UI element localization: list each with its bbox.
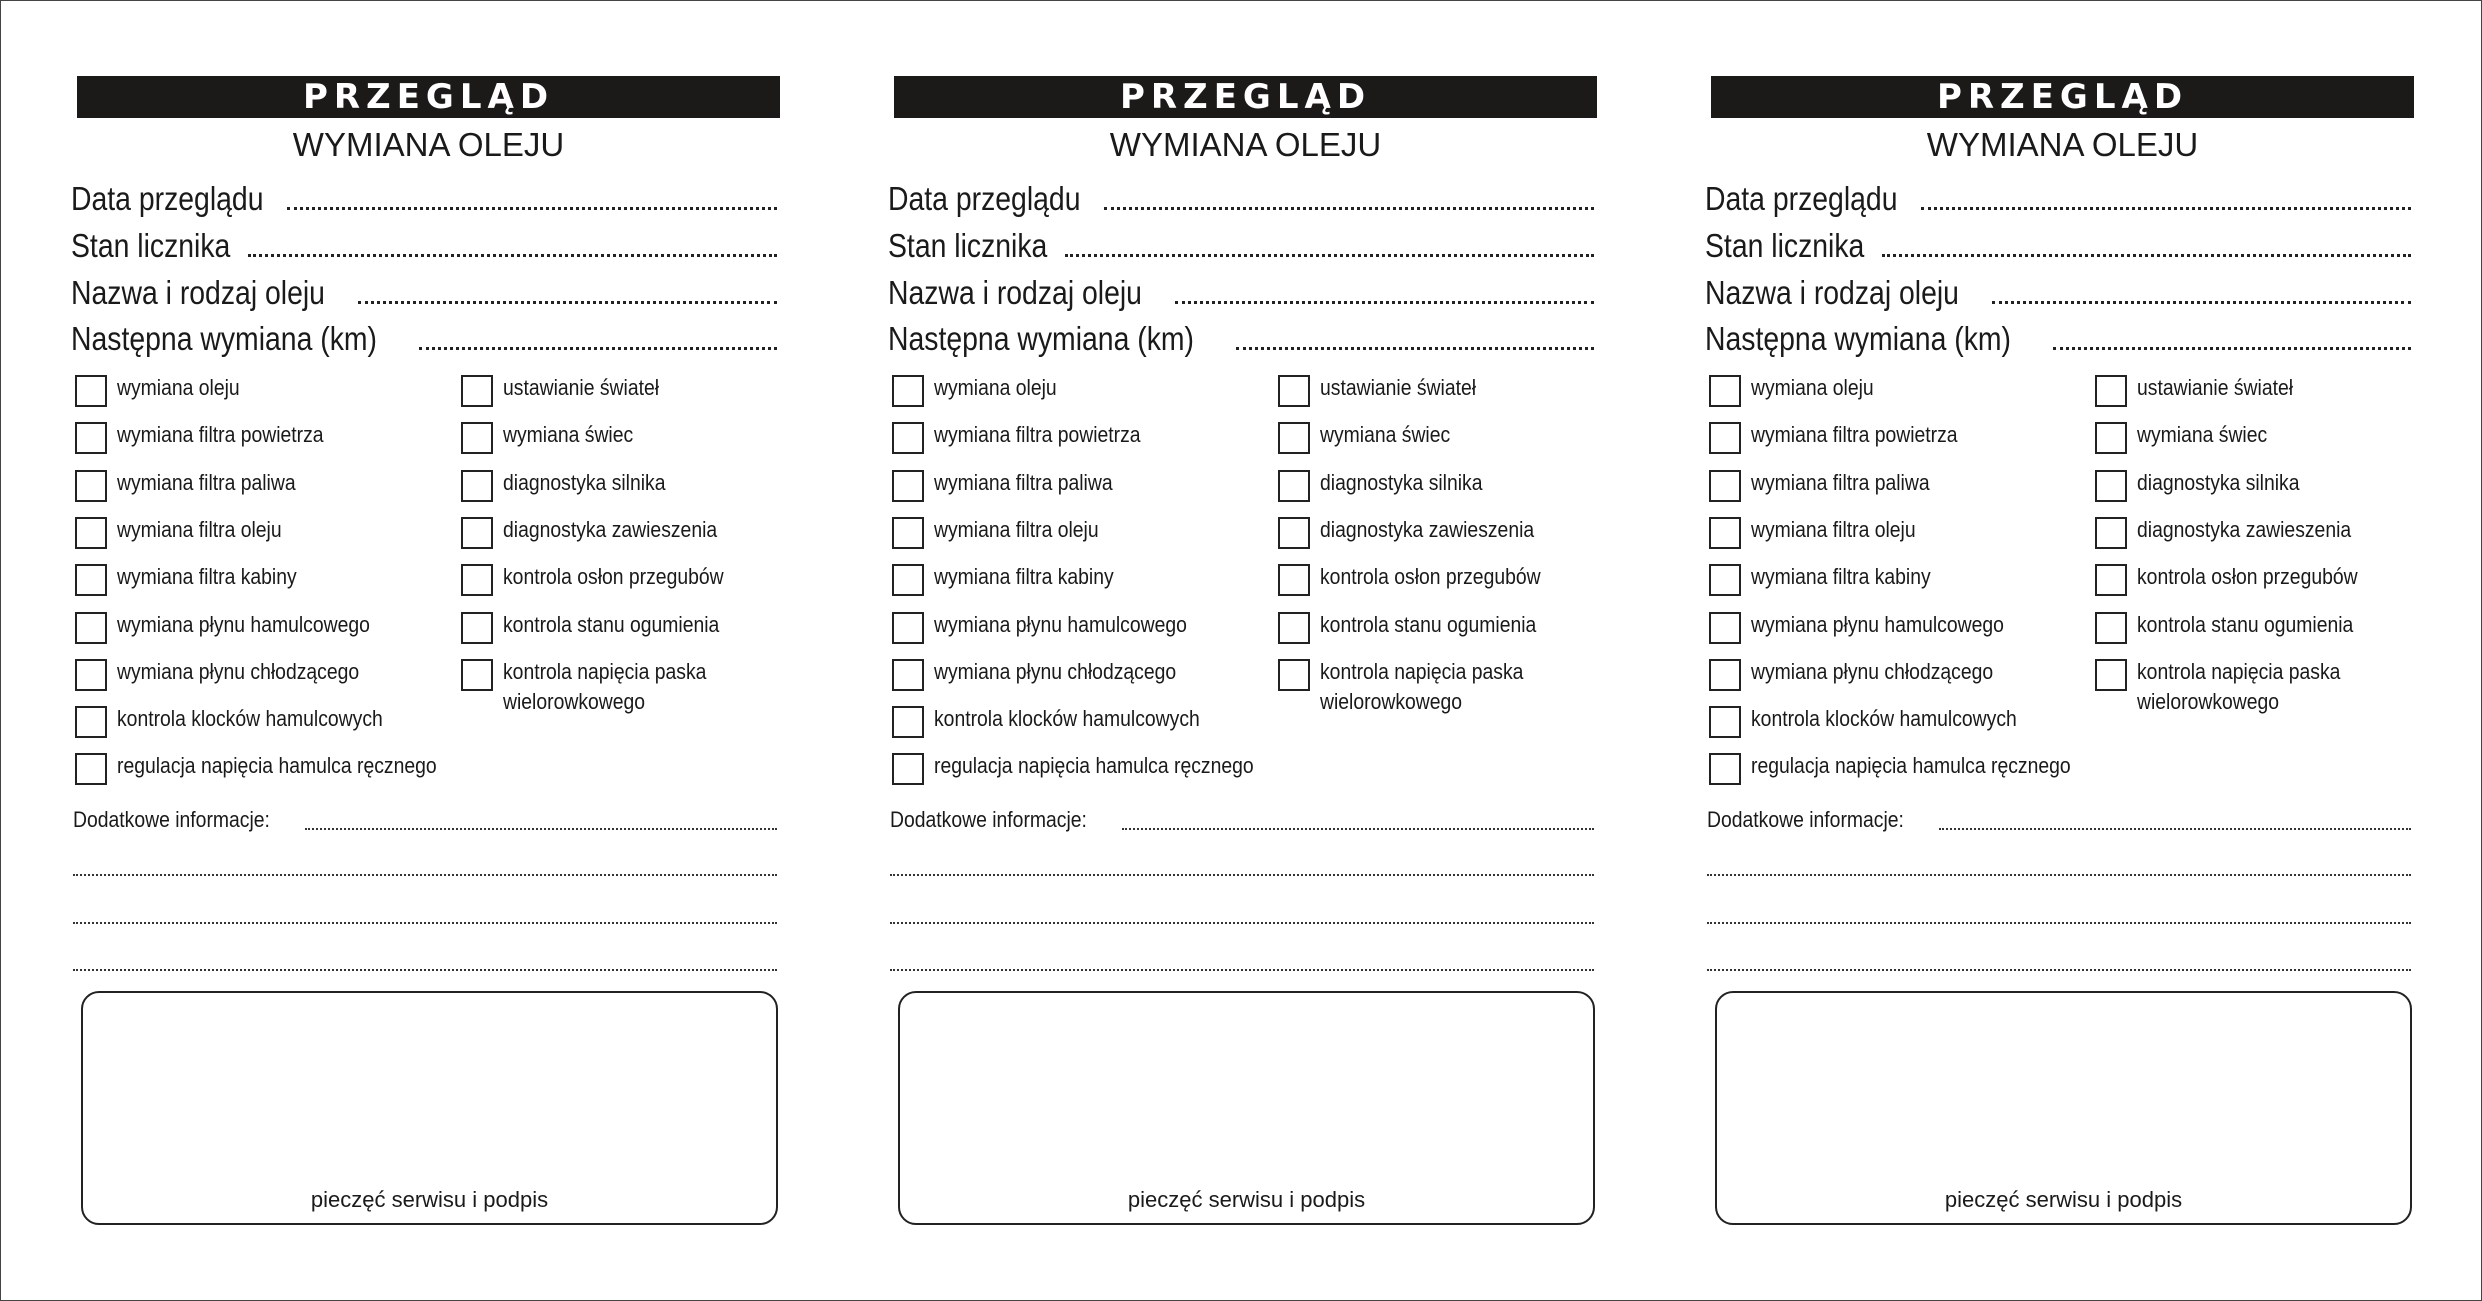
checklist-label: kontrola klocków hamulcowych xyxy=(934,706,1200,731)
checklist-item[interactable] xyxy=(75,515,304,549)
checklist-label: regulacja napięcia hamulca ręcznego xyxy=(117,753,437,778)
checklist-label: wymiana oleju xyxy=(934,375,1057,400)
checkbox[interactable] xyxy=(892,564,924,596)
card-header: PRZEGLĄD xyxy=(1711,76,2414,118)
fill-line[interactable] xyxy=(1707,874,2411,876)
fill-line xyxy=(1065,254,1594,257)
checklist-item[interactable] xyxy=(75,657,392,691)
checklist-item[interactable] xyxy=(2095,373,2314,407)
checklist-label: wymiana płynu chłodzącego xyxy=(117,659,360,684)
stamp-box[interactable] xyxy=(1715,991,2412,1225)
checklist-label: diagnostyka silnika xyxy=(2137,470,2300,495)
fill-line xyxy=(1921,207,2411,210)
checklist-label: kontrola osłon przegubów xyxy=(2137,564,2358,589)
card-header: PRZEGLĄD xyxy=(894,76,1597,118)
checklist-item[interactable] xyxy=(892,420,1169,454)
checklist-item[interactable] xyxy=(1709,468,1954,502)
fill-line[interactable] xyxy=(73,922,777,924)
checklist-label: wymiana filtra powietrza xyxy=(934,422,1141,447)
field-next-change[interactable] xyxy=(888,319,1594,359)
stamp-label: pieczęć serwisu i podpis xyxy=(310,1187,549,1212)
checklist-item[interactable] xyxy=(1709,420,1986,454)
checkbox[interactable] xyxy=(1709,517,1741,549)
checklist-item[interactable] xyxy=(892,468,1137,502)
checklist-item[interactable] xyxy=(892,751,1297,785)
checklist-item[interactable] xyxy=(75,610,404,644)
checklist-item[interactable] xyxy=(75,751,480,785)
checklist-item[interactable] xyxy=(1709,704,2053,738)
checklist-item[interactable] xyxy=(1709,610,2038,644)
checklist-item[interactable] xyxy=(1709,515,1938,549)
checkbox[interactable] xyxy=(892,659,924,691)
field-odometer[interactable] xyxy=(71,226,777,266)
checkbox[interactable] xyxy=(75,612,107,644)
field-label: Nazwa i rodzaj oleju xyxy=(888,274,1142,311)
checkbox[interactable] xyxy=(461,517,493,549)
fill-line xyxy=(1122,828,1594,830)
checkbox[interactable] xyxy=(2095,375,2127,407)
checklist-label: wymiana filtra oleju xyxy=(117,517,282,542)
checkbox[interactable] xyxy=(892,470,924,502)
checkbox[interactable] xyxy=(75,753,107,785)
fill-line xyxy=(1236,347,1594,350)
card-subtitle: WYMIANA OLEJU xyxy=(1109,126,1382,163)
checklist-item[interactable] xyxy=(75,373,256,407)
checkbox[interactable] xyxy=(75,375,107,407)
checklist-label: kontrola stanu ogumienia xyxy=(2137,612,2354,637)
checklist-item[interactable] xyxy=(892,373,1073,407)
checklist-label: ustawianie świateł xyxy=(503,375,660,400)
checklist-item[interactable] xyxy=(1709,373,1890,407)
additional-info-label: Dodatkowe informacje: xyxy=(890,807,1087,832)
checklist-label: wymiana oleju xyxy=(117,375,240,400)
checklist-label: wymiana filtra paliwa xyxy=(934,470,1113,495)
checklist-label: regulacja napięcia hamulca ręcznego xyxy=(1751,753,2071,778)
checkbox[interactable] xyxy=(75,659,107,691)
field-label: Stan licznika xyxy=(1705,227,1865,264)
checklist-label: wymiana filtra powietrza xyxy=(1751,422,1958,447)
checklist-item[interactable] xyxy=(1709,751,2114,785)
checklist-item[interactable] xyxy=(1278,610,1566,644)
checkbox[interactable] xyxy=(75,422,107,454)
checklist-label: diagnostyka zawieszenia xyxy=(2137,517,2352,542)
checkbox[interactable] xyxy=(1709,612,1741,644)
checklist-item[interactable] xyxy=(75,420,352,454)
field-label: Stan licznika xyxy=(888,227,1048,264)
additional-info-field[interactable] xyxy=(1707,805,2411,835)
checkbox[interactable] xyxy=(1709,753,1741,785)
stamp-label: pieczęć serwisu i podpis xyxy=(1944,1187,2183,1212)
card-subtitle: WYMIANA OLEJU xyxy=(1926,126,2199,163)
field-label: Nazwa i rodzaj oleju xyxy=(71,274,325,311)
additional-info-field[interactable] xyxy=(73,805,777,835)
field-service-date[interactable] xyxy=(888,179,1594,219)
fill-line[interactable] xyxy=(73,969,777,971)
checklist-item[interactable] xyxy=(1278,373,1497,407)
checklist-label: wymiana świec xyxy=(2137,422,2268,447)
service-card-3 xyxy=(1705,1,2415,1300)
service-card-2 xyxy=(888,1,1598,1300)
field-label: Data przeglądu xyxy=(1705,180,1898,217)
field-label: Stan licznika xyxy=(71,227,231,264)
checklist-label: kontrola napięcia paska wielorowkowego xyxy=(2137,659,2341,714)
checklist-item[interactable] xyxy=(75,704,419,738)
checkbox[interactable] xyxy=(2095,470,2127,502)
field-label: Nazwa i rodzaj oleju xyxy=(1705,274,1959,311)
fill-line xyxy=(248,254,777,257)
checklist-label: wymiana płynu hamulcowego xyxy=(1751,612,2004,637)
card-header: PRZEGLĄD xyxy=(77,76,780,118)
field-label: Data przeglądu xyxy=(888,180,1081,217)
checklist-label: kontrola klocków hamulcowych xyxy=(1751,706,2017,731)
checklist-item[interactable] xyxy=(892,562,1138,596)
checklist-label: wymiana filtra paliwa xyxy=(1751,470,1930,495)
checklist-item[interactable] xyxy=(1278,562,1571,596)
fill-line[interactable] xyxy=(890,874,1594,876)
checklist-label: kontrola stanu ogumienia xyxy=(503,612,720,637)
checkbox[interactable] xyxy=(75,517,107,549)
checklist-item[interactable] xyxy=(2095,562,2388,596)
checklist-item[interactable] xyxy=(1278,468,1505,502)
card-subtitle: WYMIANA OLEJU xyxy=(292,126,565,163)
fill-line[interactable] xyxy=(890,969,1594,971)
checkbox[interactable] xyxy=(75,470,107,502)
checkbox[interactable] xyxy=(1278,375,1310,407)
field-odometer[interactable] xyxy=(888,226,1594,266)
checkbox[interactable] xyxy=(1709,564,1741,596)
checkbox[interactable] xyxy=(2095,564,2127,596)
checklist-label: wymiana filtra kabiny xyxy=(1751,564,1931,589)
checklist-label: wymiana świec xyxy=(503,422,634,447)
checkbox[interactable] xyxy=(1709,659,1741,691)
checkbox[interactable] xyxy=(1278,564,1310,596)
checklist-item[interactable] xyxy=(2095,468,2322,502)
field-next-change[interactable] xyxy=(1705,319,2411,359)
fill-line xyxy=(358,301,777,304)
checkbox[interactable] xyxy=(892,612,924,644)
checklist-item[interactable] xyxy=(2095,515,2380,549)
checkbox[interactable] xyxy=(2095,612,2127,644)
fill-line[interactable] xyxy=(1707,969,2411,971)
checklist-item[interactable] xyxy=(1278,657,1580,717)
fill-line xyxy=(305,828,777,830)
checklist-label: kontrola napięcia paska wielorowkowego xyxy=(503,659,707,714)
additional-info-field[interactable] xyxy=(890,805,1594,835)
checklist-item[interactable] xyxy=(461,515,746,549)
checklist-label: wymiana oleju xyxy=(1751,375,1874,400)
checklist-label: wymiana filtra oleju xyxy=(934,517,1099,542)
checklist-label: ustawianie świateł xyxy=(2137,375,2294,400)
checklist-item[interactable] xyxy=(75,468,320,502)
checkbox[interactable] xyxy=(461,564,493,596)
checklist-item[interactable] xyxy=(892,610,1221,644)
checklist-item[interactable] xyxy=(2095,610,2383,644)
additional-info-label: Dodatkowe informacje: xyxy=(1707,807,1904,832)
fill-line xyxy=(287,207,777,210)
checklist-label: wymiana filtra kabiny xyxy=(934,564,1114,589)
field-service-date[interactable] xyxy=(1705,179,2411,219)
checklist-label: kontrola napięcia paska wielorowkowego xyxy=(1320,659,1524,714)
checklist-label: diagnostyka zawieszenia xyxy=(1320,517,1535,542)
stamp-box[interactable] xyxy=(898,991,1595,1225)
field-odometer[interactable] xyxy=(1705,226,2411,266)
checklist-item[interactable] xyxy=(461,420,651,454)
field-next-change[interactable] xyxy=(71,319,777,359)
checkbox[interactable] xyxy=(75,564,107,596)
checklist-label: diagnostyka silnika xyxy=(503,470,666,495)
fill-line xyxy=(419,347,777,350)
checklist-label: wymiana świec xyxy=(1320,422,1451,447)
checklist-label: wymiana płynu chłodzącego xyxy=(934,659,1177,684)
checklist-item[interactable] xyxy=(461,373,680,407)
checklist-item[interactable] xyxy=(461,657,763,717)
checklist-item[interactable] xyxy=(2095,657,2397,717)
checkbox[interactable] xyxy=(1278,517,1310,549)
fill-line xyxy=(1104,207,1594,210)
checkbox[interactable] xyxy=(892,753,924,785)
field-oil-type[interactable] xyxy=(1705,273,2411,313)
checkbox[interactable] xyxy=(1278,470,1310,502)
fill-line xyxy=(1939,828,2411,830)
checklist-label: kontrola klocków hamulcowych xyxy=(117,706,383,731)
checklist-label: wymiana filtra oleju xyxy=(1751,517,1916,542)
checklist-item[interactable] xyxy=(892,657,1209,691)
checklist-label: wymiana filtra powietrza xyxy=(117,422,324,447)
checkbox[interactable] xyxy=(1278,422,1310,454)
checklist-label: diagnostyka zawieszenia xyxy=(503,517,718,542)
checkbox[interactable] xyxy=(461,470,493,502)
field-label: Następna wymiana (km) xyxy=(1705,320,2011,357)
stamp-label: pieczęć serwisu i podpis xyxy=(1127,1187,1366,1212)
checklist-item[interactable] xyxy=(461,468,688,502)
checklist-label: wymiana filtra kabiny xyxy=(117,564,297,589)
checklist-item[interactable] xyxy=(1709,562,1955,596)
field-label: Data przeglądu xyxy=(71,180,264,217)
checklist-label: diagnostyka silnika xyxy=(1320,470,1483,495)
checkbox[interactable] xyxy=(461,422,493,454)
checkbox[interactable] xyxy=(892,517,924,549)
checklist-item[interactable] xyxy=(2095,420,2285,454)
checkbox[interactable] xyxy=(1278,659,1310,691)
fill-line xyxy=(1175,301,1594,304)
checklist-label: kontrola osłon przegubów xyxy=(503,564,724,589)
checkbox[interactable] xyxy=(461,612,493,644)
checklist-label: wymiana płynu chłodzącego xyxy=(1751,659,1994,684)
checkbox[interactable] xyxy=(75,706,107,738)
checklist-label: ustawianie świateł xyxy=(1320,375,1477,400)
checkbox[interactable] xyxy=(1709,422,1741,454)
checklist-label: wymiana płynu hamulcowego xyxy=(117,612,370,637)
fill-line[interactable] xyxy=(1707,922,2411,924)
checkbox[interactable] xyxy=(1278,612,1310,644)
checkbox[interactable] xyxy=(1709,375,1741,407)
field-label: Następna wymiana (km) xyxy=(71,320,377,357)
checklist-label: wymiana płynu hamulcowego xyxy=(934,612,1187,637)
checklist-label: regulacja napięcia hamulca ręcznego xyxy=(934,753,1254,778)
checkbox[interactable] xyxy=(2095,659,2127,691)
checklist-label: kontrola stanu ogumienia xyxy=(1320,612,1537,637)
checkbox[interactable] xyxy=(892,706,924,738)
fill-line[interactable] xyxy=(73,874,777,876)
stamp-box[interactable] xyxy=(81,991,778,1225)
checklist-item[interactable] xyxy=(1709,657,2026,691)
field-oil-type[interactable] xyxy=(71,273,777,313)
field-oil-type[interactable] xyxy=(888,273,1594,313)
checklist-label: kontrola osłon przegubów xyxy=(1320,564,1541,589)
checklist-item[interactable] xyxy=(1278,515,1563,549)
field-service-date[interactable] xyxy=(71,179,777,219)
checkbox[interactable] xyxy=(461,659,493,691)
checkbox[interactable] xyxy=(892,422,924,454)
service-card-1 xyxy=(71,1,781,1300)
fill-line[interactable] xyxy=(890,922,1594,924)
checkbox[interactable] xyxy=(1709,706,1741,738)
checklist-item[interactable] xyxy=(461,610,749,644)
checklist-label: wymiana filtra paliwa xyxy=(117,470,296,495)
checklist-item[interactable] xyxy=(1278,420,1468,454)
fill-line xyxy=(2053,347,2411,350)
fill-line xyxy=(1992,301,2411,304)
field-label: Następna wymiana (km) xyxy=(888,320,1194,357)
checkbox[interactable] xyxy=(892,375,924,407)
fill-line xyxy=(1882,254,2411,257)
checklist-item[interactable] xyxy=(461,562,754,596)
checkbox[interactable] xyxy=(2095,422,2127,454)
checklist-item[interactable] xyxy=(892,515,1121,549)
additional-info-label: Dodatkowe informacje: xyxy=(73,807,270,832)
checklist-item[interactable] xyxy=(892,704,1236,738)
checklist-item[interactable] xyxy=(75,562,321,596)
checkbox[interactable] xyxy=(461,375,493,407)
checkbox[interactable] xyxy=(1709,470,1741,502)
checkbox[interactable] xyxy=(2095,517,2127,549)
